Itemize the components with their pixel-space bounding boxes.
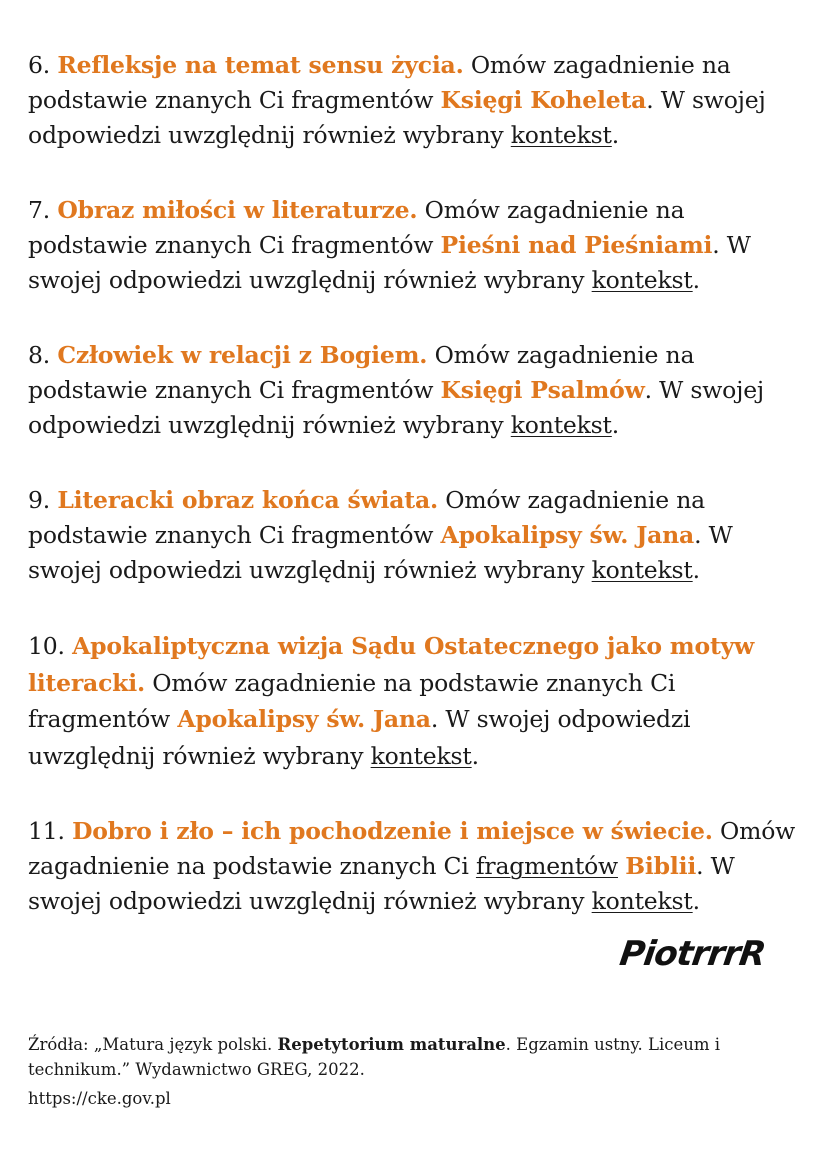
topic-title: Obraz miłości w literaturze. [57,196,418,224]
topic-instruction-tail: . W swojej odpowiedzi uwzględnij również wybrany [28,521,733,584]
period: . [611,411,620,439]
topic-instruction: Omów zagadnienie na podstawie znanych Ci [28,817,796,880]
context-link: kontekst [510,411,612,439]
topic-item-8 [28,338,808,443]
author-signature: PiotrrrR [617,934,768,974]
source-text: Apokalipsy św. Jana [440,521,695,549]
topic-title: Literacki obraz końca świata. [57,486,438,514]
period: . [611,121,620,149]
item-number: 7. [28,196,51,224]
period: . [471,741,479,770]
topic-instruction-tail: . W swojej odpowiedzi uwzględnij również wybrany [28,852,735,915]
sources-bold-title: Repetytorium maturalne [277,1035,506,1054]
topic-instruction: Omów zagadnienie na podstawie znanych Ci fragmentów [28,51,731,114]
source-text: Księgi Koheleta [440,86,647,114]
source-text: Księgi Psalmów [440,376,645,404]
topic-instruction: Omów zagadnienie na podstawie znanych Ci fragmentów [28,196,685,259]
sources-note [28,1032,788,1082]
item-number: 8. [28,341,51,369]
topic-item-11 [28,814,808,919]
topic-instruction-tail: . W swojej odpowiedzi uwzględnij również wybrany [28,231,751,294]
topic-item-6 [28,48,808,153]
period: . [692,266,700,294]
item-number: 9. [28,486,51,514]
topic-instruction-tail: . W swojej odpowiedzi uwzględnij również wybrany [28,86,766,149]
topic-instruction: Omów zagadnienie na podstawie znanych Ci fragmentów [28,668,676,733]
context-link: kontekst [591,556,693,584]
topic-title: Refleksje na temat sensu życia. [57,51,464,79]
topic-instruction: Omów zagadnienie na podstawie znanych Ci fragmentów [28,486,705,549]
period: . [692,887,700,915]
topic-item-10 [28,628,808,774]
item-number: 11. [28,817,65,845]
item-number: 10. [28,632,65,660]
topic-item-7 [28,193,808,298]
topic-title: Dobro i zło – ich pochodzenie i miejsce w świecie. [72,817,713,845]
source-text: Biblii [625,852,697,880]
sources-suffix: . Egzamin ustny. Liceum i technikum.” Wydawnictwo GREG, 2022. [28,1035,721,1079]
source-url: https://cke.gov.pl [28,1089,171,1108]
context-link: kontekst [591,266,693,294]
topic-instruction-tail: . W swojej odpowiedzi uwzględnij również wybrany [28,376,765,439]
item-number: 6. [28,51,51,79]
context-link: kontekst [510,121,612,149]
fragments-underlined: fragmentów [475,852,618,880]
topics-list [28,48,808,959]
context-link: kontekst [591,887,693,915]
sources-prefix: Źródła: „Matura język polski. [28,1035,273,1054]
period: . [692,556,700,584]
source-text: Pieśni nad Pieśniami [440,231,713,259]
source-text: Apokalipsy św. Jana [177,705,431,733]
topic-instruction: Omów zagadnienie na podstawie znanych Ci fragmentów [28,341,695,404]
topic-title: Apokaliptyczna wizja Sądu Ostatecznego jako motyw literacki. [28,632,755,697]
topic-item-9 [28,483,808,588]
topic-title: Człowiek w relacji z Bogiem. [57,341,428,369]
context-link: kontekst [370,741,472,770]
topic-instruction-tail: . W swojej odpowiedzi uwzględnij również wybrany [28,705,691,770]
